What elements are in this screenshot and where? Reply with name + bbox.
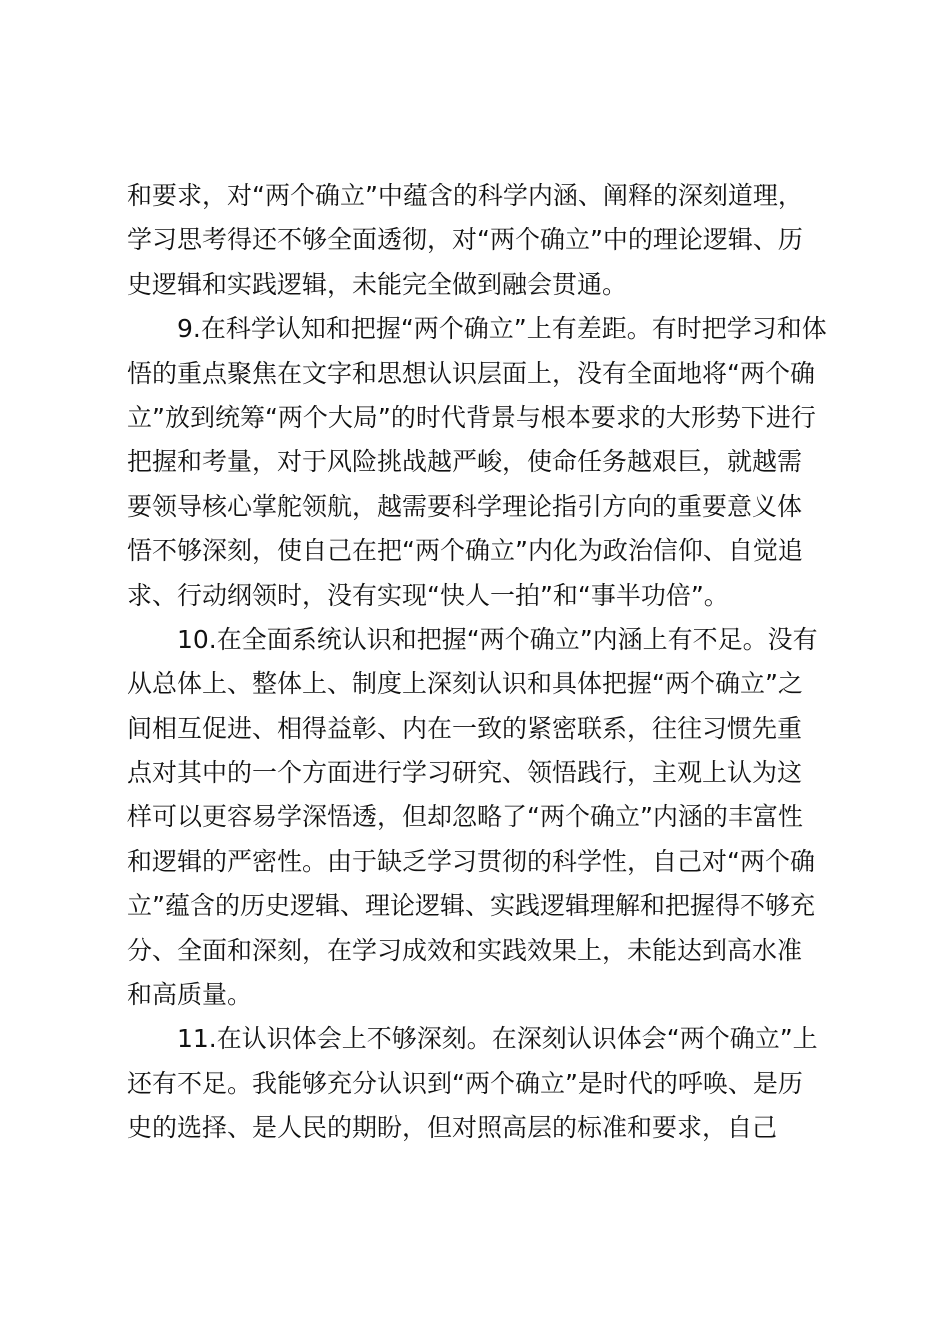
- paragraph-item-9: [127, 307, 837, 618]
- text-line: 点对其中的一个方面进行学习研究、领悟践行，主观上认为这: [127, 758, 803, 788]
- text-line: 11.在认识体会上不够深刻。在深刻认识体会“两个确立”上: [177, 1024, 818, 1054]
- text-line: 史的选择、是人民的期盼，但对照高层的标准和要求，自己: [127, 1113, 778, 1143]
- text-line: 9.在科学认知和把握“两个确立”上有差距。有时把学习和体: [177, 314, 827, 344]
- text-line: 从总体上、整体上、制度上深刻认识和具体把握“两个确立”之: [127, 669, 803, 699]
- text-line: 史逻辑和实践逻辑，未能完全做到融会贯通。: [127, 269, 628, 299]
- document-body: [127, 174, 837, 1151]
- paragraph-item-10: [127, 618, 837, 1018]
- text-line: 立”放到统筹“两个大局”的时代背景与根本要求的大形势下进行: [127, 402, 816, 432]
- text-line: 学习思考得还不够全面透彻，对“两个确立”中的理论逻辑、历: [127, 225, 803, 255]
- text-line: 分、全面和深刻，在学习成效和实践效果上，未能达到高水准: [127, 935, 803, 965]
- text-line: 样可以更容易学深悟透，但却忽略了“两个确立”内涵的丰富性: [127, 802, 803, 832]
- text-line: 和逻辑的严密性。由于缺乏学习贯彻的科学性，自己对“两个确: [127, 846, 815, 876]
- text-line: 间相互促进、相得益彰、内在一致的紧密联系，往往习惯先重: [127, 713, 803, 743]
- paragraph-item-11: [127, 1017, 837, 1150]
- text-line: 悟的重点聚焦在文字和思想认识层面上，没有全面地将“两个确: [127, 358, 815, 388]
- text-line: 和高质量。: [127, 980, 253, 1010]
- paragraph-continuation: [127, 174, 837, 307]
- text-line: 求、行动纲领时，没有实现“快人一拍”和“事半功倍”。: [127, 580, 729, 610]
- text-line: 和要求，对“两个确立”中蕴含的科学内涵、阐释的深刻道理，: [127, 181, 803, 210]
- text-line: 悟不够深刻，使自己在把“两个确立”内化为政治信仰、自觉追: [127, 536, 803, 566]
- text-line: 还有不足。我能够充分认识到“两个确立”是时代的呼唤、是历: [127, 1068, 803, 1098]
- text-line: 10.在全面系统认识和把握“两个确立”内涵上有不足。没有: [177, 624, 818, 654]
- text-line: 要领导核心掌舵领航，越需要科学理论指引方向的重要意义体: [127, 491, 803, 521]
- text-line: 立”蕴含的历史逻辑、理论逻辑、实践逻辑理解和把握得不够充: [127, 891, 815, 921]
- text-line: 把握和考量，对于风险挑战越严峻，使命任务越艰巨，就越需: [127, 447, 803, 477]
